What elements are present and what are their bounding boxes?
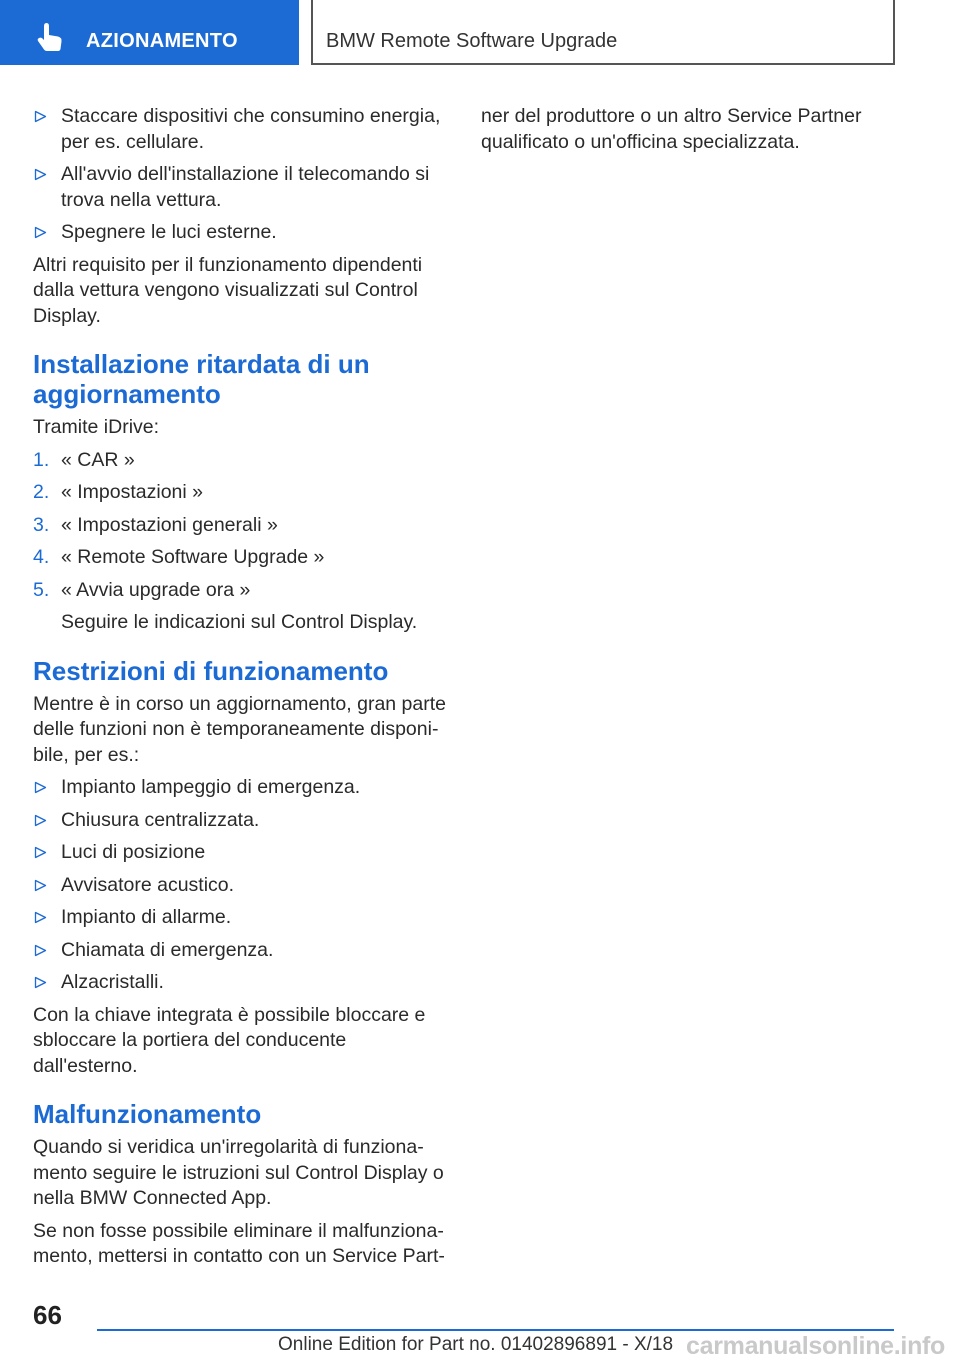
triangle-bullet-icon xyxy=(34,168,47,181)
step-number: 4. xyxy=(33,546,50,568)
list-item-text: Spegnere le luci esterne. xyxy=(61,221,277,243)
step-item xyxy=(33,578,451,604)
list-item xyxy=(33,808,451,834)
right-column xyxy=(481,104,899,162)
triangle-bullet-icon xyxy=(34,879,47,892)
step-item xyxy=(33,480,451,506)
triangle-bullet-icon xyxy=(34,976,47,989)
step-item xyxy=(33,545,451,571)
section-heading: Restrizioni di funzionamento xyxy=(33,655,389,686)
paragraph: Con la chiave integrata è possibile bloccare e sbloccare la portiera del conducente dall'esterno. xyxy=(33,1003,426,1077)
list-item xyxy=(33,970,451,996)
step-text: « CAR » xyxy=(61,448,135,471)
section-heading: Installazione ritardata di un aggiornamento xyxy=(33,349,370,409)
list-item-text: Chiusura centralizzata. xyxy=(61,808,260,831)
list-item xyxy=(33,905,451,931)
step-number: 2. xyxy=(33,481,50,503)
paragraph: Mentre è in corso un aggiornamento, gran parte delle funzioni non è temporaneamente disponibile, per es.: xyxy=(33,692,446,766)
section-heading: Malfunzionamento xyxy=(33,1099,262,1129)
list-item xyxy=(33,775,451,801)
list-item-text: Impianto lampeggio di emergenza. xyxy=(61,776,361,798)
list-item-text: Avvisatore acustico. xyxy=(61,873,235,896)
left-column xyxy=(33,104,451,1277)
triangle-bullet-icon xyxy=(34,944,47,957)
step-number: 5. xyxy=(33,578,50,601)
step-item xyxy=(33,448,451,474)
triangle-bullet-icon xyxy=(34,911,47,924)
list-item-text: Impianto di allarme. xyxy=(61,906,232,928)
step-text: « Impostazioni » xyxy=(61,481,203,503)
footer-edition: Online Edition for Part no. 01402896891 - X/18 xyxy=(278,1334,674,1355)
triangle-bullet-icon xyxy=(34,781,47,794)
list-item xyxy=(33,840,451,866)
list-item-text: Luci di posizione xyxy=(61,841,206,863)
bullet-list-restrictions xyxy=(33,775,451,996)
paragraph: Tramite iDrive: xyxy=(33,416,160,438)
step-number: 3. xyxy=(33,513,50,536)
list-item-text: Alzacristalli. xyxy=(61,971,164,993)
page-number: 66 xyxy=(33,1300,62,1330)
triangle-bullet-icon xyxy=(34,846,47,859)
watermark: carmanualsonline.info xyxy=(686,1332,946,1360)
triangle-bullet-icon xyxy=(34,226,47,239)
paragraph: ner del produttore o un altro Service Partner qualificato o un'officina specializzata. xyxy=(481,105,862,153)
hand-pointer-icon xyxy=(34,22,66,52)
step-number: 1. xyxy=(33,448,50,471)
paragraph: Quando si veridica un'irregolarità di funzionamento seguire le istruzioni sul Control Display o nella BMW Connected App. xyxy=(33,1136,444,1209)
paragraph: Se non fosse possibile eliminare il malfunzionamento, mettersi in contatto con un Service Part- xyxy=(33,1219,445,1267)
numbered-steps xyxy=(33,448,451,604)
list-item-text: All'avvio dell'installazione il telecomando si trova nella vettura. xyxy=(61,163,430,211)
paragraph: Altri requisito per il funzionamento dipendenti dalla vettura vengono visualizzati sul Control Display. xyxy=(33,253,423,327)
bullet-list-requirements xyxy=(33,104,451,246)
triangle-bullet-icon xyxy=(34,110,47,123)
list-item xyxy=(33,104,451,155)
section-title: AZIONAMENTO xyxy=(86,30,238,52)
footer-rule xyxy=(97,1329,894,1331)
step-item xyxy=(33,513,451,539)
step-text: « Avvia upgrade ora » xyxy=(61,578,251,601)
list-item xyxy=(33,938,451,964)
list-item xyxy=(33,873,451,899)
list-item-text: Staccare dispositivi che consumino energia, per es. cellulare. xyxy=(61,105,441,153)
step-text: « Impostazioni generali » xyxy=(61,513,278,536)
list-item-text: Chiamata di emergenza. xyxy=(61,938,274,961)
list-item xyxy=(33,220,451,246)
list-item xyxy=(33,162,451,213)
step-note: Seguire le indicazioni sul Control Display. xyxy=(61,611,418,633)
chapter-title: BMW Remote Software Upgrade xyxy=(326,30,618,52)
triangle-bullet-icon xyxy=(34,814,47,827)
step-text: « Remote Software Upgrade » xyxy=(61,546,325,568)
